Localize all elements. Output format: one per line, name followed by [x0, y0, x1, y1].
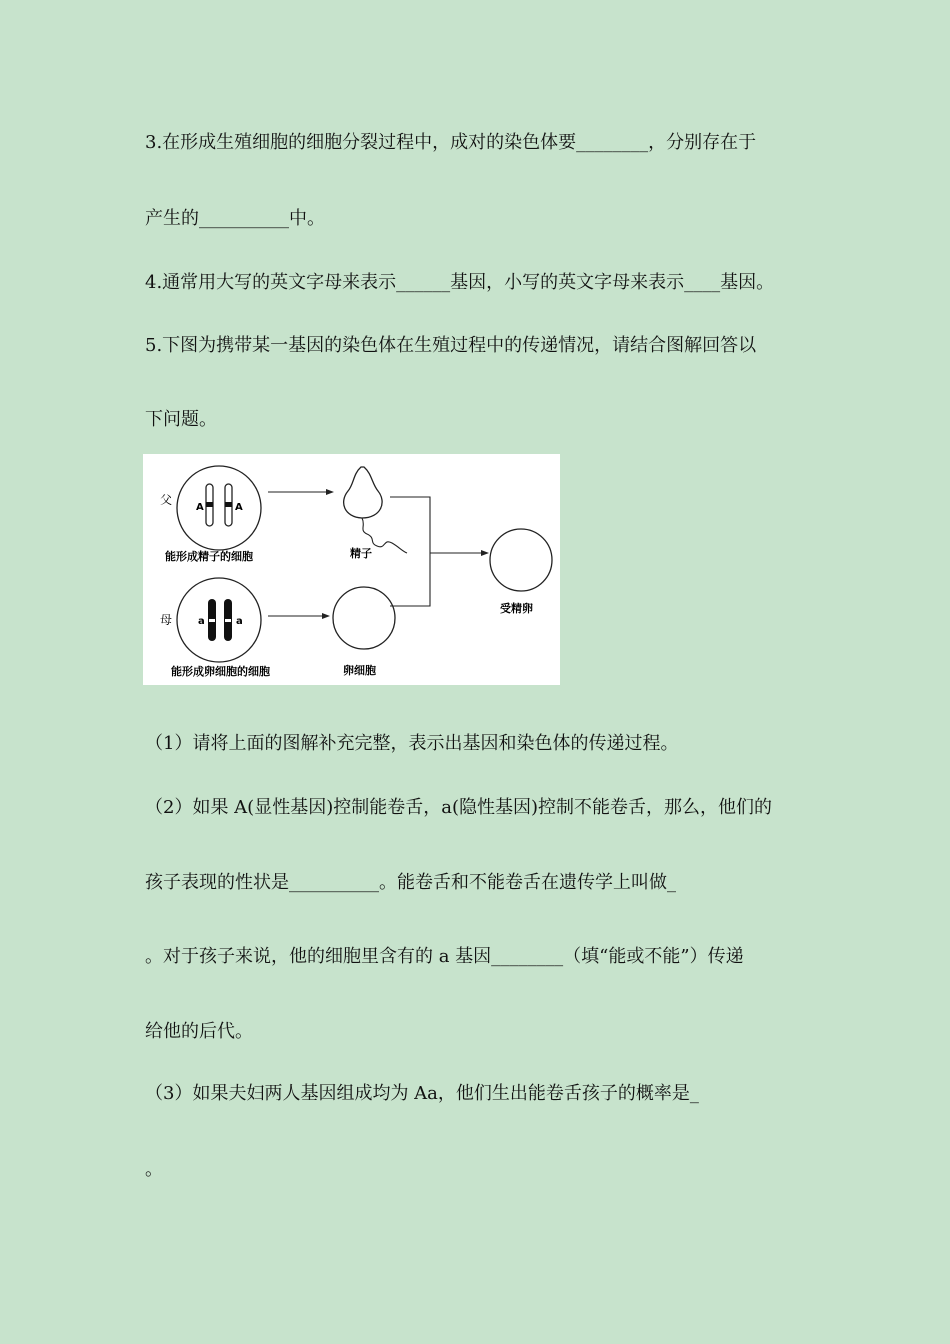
sperm-caption: 精子 — [350, 547, 372, 560]
egg-caption: 卵细胞 — [343, 664, 376, 677]
sub-question-2-line-3: 。对于孩子来说，他的细胞里含有的 a 基因________（填“能或不能”）传递 — [145, 946, 744, 967]
father-chromosome-pair — [206, 484, 232, 526]
sub-question-2-line-2: 孩子表现的性状是__________。能卷舌和不能卷舌在遗传学上叫做_ — [145, 872, 676, 893]
mother-gene-left: a — [198, 616, 205, 627]
question-5-line-2: 下问题。 — [145, 409, 217, 430]
father-gene-left: A — [196, 502, 204, 513]
question-3-line-1: 3.在形成生殖细胞的细胞分裂过程中，成对的染色体要________，分别存在于 — [145, 132, 757, 153]
sub-question-3-line-2: 。 — [145, 1159, 163, 1180]
question-3-line-2: 产生的__________中。 — [145, 208, 325, 229]
question-4: 4.通常用大写的英文字母来表示______基因，小写的英文字母来表示____基因。 — [145, 272, 775, 293]
sub-question-2-line-1: （2）如果 A(显性基因)控制能卷舌，a(隐性基因)控制不能卷舌，那么，他们的 — [145, 797, 772, 818]
mother-cell — [177, 578, 261, 662]
mother-gene-right: a — [236, 616, 243, 627]
sub-question-2-line-4: 给他的后代。 — [145, 1021, 253, 1042]
father-label: 父 — [160, 493, 173, 507]
father-gene-right: A — [235, 502, 243, 513]
zygote-caption: 受精卵 — [500, 602, 533, 615]
father-cell-caption: 能形成精子的细胞 — [165, 550, 253, 563]
egg-cell — [333, 587, 395, 649]
father-cell — [177, 466, 261, 550]
mother-chromosome-pair — [208, 599, 232, 641]
mother-label: 母 — [160, 613, 173, 627]
zygote-cell — [490, 529, 552, 591]
sub-question-1: （1）请将上面的图解补充完整，表示出基因和染色体的传递过程。 — [145, 733, 679, 754]
question-5-line-1: 5.下图为携带某一基因的染色体在生殖过程中的传递情况，请结合图解回答以 — [145, 335, 757, 356]
sperm-head — [344, 467, 382, 518]
sub-question-3-line-1: （3）如果夫妇两人基因组成均为 Aa，他们生出能卷舌孩子的概率是_ — [145, 1083, 699, 1104]
mother-cell-caption: 能形成卵细胞的细胞 — [171, 665, 270, 678]
bracket-connector — [390, 497, 430, 606]
inheritance-diagram — [143, 454, 560, 685]
